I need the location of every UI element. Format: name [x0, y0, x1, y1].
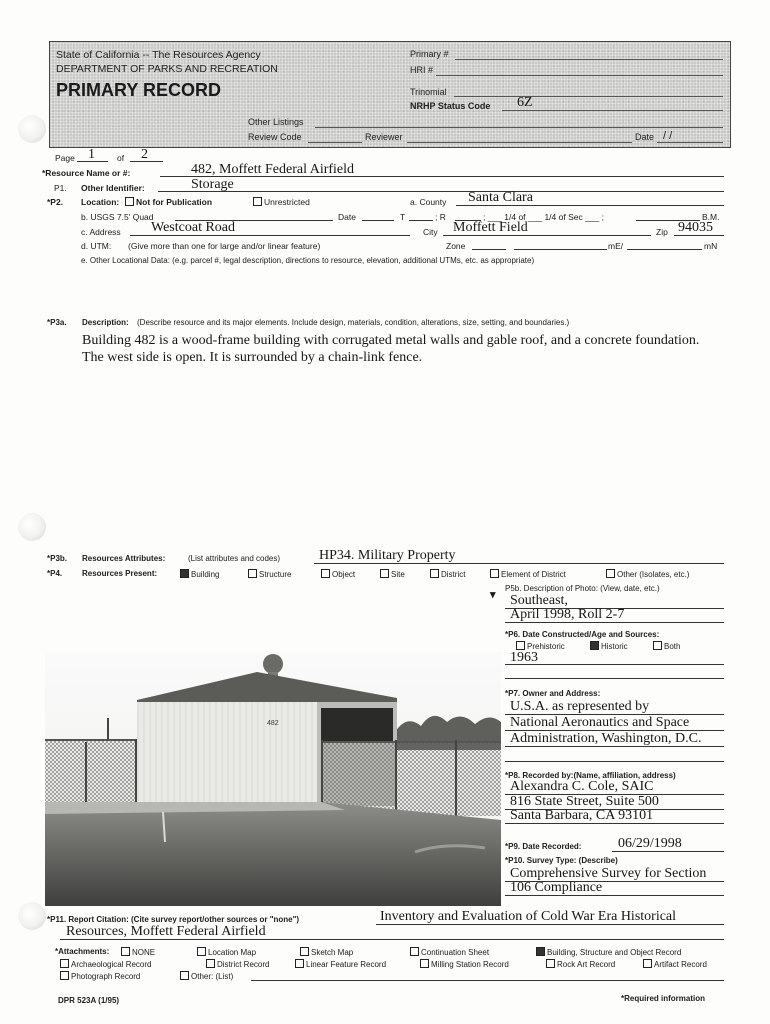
header-box	[49, 41, 731, 148]
option-element-of-district-text: Element of District	[501, 570, 566, 579]
attachment-linear-feature-record-text: Linear Feature Record	[306, 960, 387, 969]
other-checkbox[interactable]	[606, 569, 615, 578]
attachment-location-map-text: Location Map	[208, 948, 257, 957]
p10-label: *P10. Survey Type: (Describe)	[505, 856, 618, 865]
unrestricted-option[interactable]	[253, 197, 310, 207]
usgs-quad-label: b. USGS 7.5' Quad	[81, 212, 154, 222]
not-for-publication-checkbox[interactable]	[125, 197, 134, 206]
attachment-sketch-map[interactable]	[300, 947, 353, 957]
p7-line-1: U.S.A. as represented by	[510, 699, 650, 714]
attachment-location-map[interactable]	[197, 947, 256, 957]
p2-code: *P2.	[47, 197, 64, 207]
county-label: a. County	[410, 197, 447, 207]
p10-line-1: Comprehensive Survey for Section	[510, 866, 707, 881]
p1-code: P1.	[54, 183, 67, 193]
milling-station-record-checkbox[interactable]	[420, 959, 429, 968]
attachment-archaeological-record-text: Archaeological Record	[71, 960, 152, 969]
nrhp-value: 6Z	[517, 95, 533, 110]
option-object-text: Object	[332, 570, 356, 579]
p1-value: Storage	[191, 177, 234, 192]
required-info-note: *Required information	[621, 994, 706, 1003]
option-site[interactable]	[380, 569, 405, 579]
other-locational-data: e. Other Locational Data: (e.g. parcel #, legal description, directions to resource, elevation, additional UTMs, etc. as appropriate)	[81, 256, 535, 265]
resource-photo	[45, 652, 501, 906]
location-map-checkbox[interactable]	[197, 947, 206, 956]
address-value: Westcoat Road	[151, 220, 236, 235]
attachment-bso-record-text: Building, Structure and Object Record	[547, 948, 682, 957]
structure-checkbox[interactable]	[248, 569, 257, 578]
building-checkbox[interactable]	[180, 569, 189, 578]
p3b-note: (List attributes and codes)	[188, 554, 281, 563]
attachment-artifact-record-text: Artifact Record	[654, 960, 707, 969]
option-other-text: Other (Isolates, etc.)	[617, 570, 690, 579]
p5b-label: P5b. Description of Photo: (View, date, etc.)	[505, 584, 660, 593]
p3a-description-line-1: Building 482 is a wood-frame building with corrugated metal walls and gable roof, and a concrete foundation.	[82, 333, 700, 348]
attachment-district-record-text: District Record	[217, 960, 270, 969]
form-id: DPR 523A (1/95)	[58, 996, 120, 1005]
p4-label: Resources Present:	[82, 569, 158, 578]
p6-label: *P6. Date Constructed/Age and Sources:	[505, 630, 660, 639]
p6-value: 1963	[510, 650, 538, 665]
p3a-label: Description:	[82, 318, 129, 327]
option-building-text: Building	[191, 570, 220, 579]
p10-line-2: 106 Compliance	[510, 880, 603, 895]
p8-line-1: Alexandra C. Cole, SAIC	[510, 779, 654, 794]
p9-value: 06/29/1998	[618, 836, 682, 851]
building-number: 482	[267, 720, 279, 727]
attachment-other[interactable]	[180, 971, 233, 981]
review-code-label: Review Code	[248, 132, 302, 142]
option-building[interactable]	[180, 569, 219, 579]
historic-checkbox[interactable]	[590, 641, 599, 650]
usgs-date-label: Date	[338, 212, 356, 222]
p3b-value: HP34. Military Property	[319, 548, 456, 563]
city-value: Moffett Field	[453, 220, 528, 235]
attachment-bso-record[interactable]	[536, 947, 681, 957]
date-label: Date	[635, 132, 655, 142]
option-site-text: Site	[391, 570, 405, 579]
p8-line-2: 816 State Street, Suite 500	[510, 794, 659, 809]
photograph-record-checkbox[interactable]	[60, 971, 69, 980]
p5b-line-1: Southeast,	[510, 593, 568, 608]
zip-label: Zip	[656, 227, 668, 237]
p3a-description-line-2: The west side is open. It is surrounded by a chain-link fence.	[82, 350, 423, 365]
attachment-other-text: Other: (List)	[191, 972, 234, 981]
sketch-map-checkbox[interactable]	[300, 947, 309, 956]
address-label: c. Address	[81, 227, 121, 237]
not-for-publication-option[interactable]	[125, 197, 212, 207]
range-label: ; R	[435, 212, 446, 222]
punch-hole-bottom	[18, 902, 46, 930]
zone-label: Zone	[446, 241, 466, 251]
other-attachment-checkbox[interactable]	[180, 971, 189, 980]
object-checkbox[interactable]	[321, 569, 330, 578]
resource-name-value: 482, Moffett Federal Airfield	[191, 162, 355, 177]
attachment-archaeological-record[interactable]	[60, 959, 152, 969]
form-title: PRIMARY RECORD	[56, 80, 222, 100]
attachment-photograph-record[interactable]	[60, 971, 140, 981]
option-other[interactable]	[606, 569, 689, 579]
p8-label: *P8. Recorded by:(Name, affiliation, address)	[505, 771, 676, 780]
option-historic-text: Historic	[601, 642, 628, 651]
fence-left	[45, 740, 137, 806]
archaeological-record-checkbox[interactable]	[60, 959, 69, 968]
attachment-milling-station-record[interactable]	[420, 959, 509, 969]
option-district[interactable]	[430, 569, 465, 579]
county-value: Santa Clara	[468, 190, 533, 205]
p7-label: *P7. Owner and Address:	[505, 689, 601, 698]
element-of-district-checkbox[interactable]	[490, 569, 499, 578]
district-checkbox[interactable]	[430, 569, 439, 578]
option-both-text: Both	[664, 642, 681, 651]
primary-label: Primary #	[410, 49, 449, 59]
option-prehistoric-text: Prehistoric	[527, 642, 565, 651]
option-historic[interactable]	[590, 641, 628, 651]
attachment-none[interactable]	[121, 947, 155, 957]
none-checkbox[interactable]	[121, 947, 130, 956]
attachment-photograph-record-text: Photograph Record	[71, 972, 141, 981]
punch-hole-top	[18, 115, 46, 143]
building-wall	[137, 702, 319, 804]
nrhp-label: NRHP Status Code	[410, 101, 491, 111]
attachment-continuation-sheet-text: Continuation Sheet	[421, 948, 490, 957]
p8-line-3: Santa Barbara, CA 93101	[510, 808, 654, 823]
option-district-text: District	[441, 570, 466, 579]
section-quarters-label: ; ___ 1/4 of ___ 1/4 of Sec ___ ;	[483, 212, 604, 222]
not-for-publication-text: Not for Publication	[136, 197, 213, 207]
option-both[interactable]	[653, 641, 680, 651]
open-side	[321, 708, 393, 742]
water-tower	[263, 654, 283, 674]
p5b-line-2: April 1998, Roll 2-7	[510, 607, 625, 622]
me-label: mE/	[608, 241, 624, 251]
township-label: T	[400, 212, 406, 222]
attachment-milling-station-record-text: Milling Station Record	[431, 960, 509, 969]
p3a-instructions: (Describe resource and its major elements. Include design, materials, condition, alterations, size, setting, and boundaries.)	[137, 318, 570, 327]
bso-record-checkbox[interactable]	[536, 947, 545, 956]
agency-line-2: DEPARTMENT OF PARKS AND RECREATION	[56, 63, 278, 75]
p1-label: Other Identifier:	[81, 183, 145, 193]
attachment-continuation-sheet[interactable]	[410, 947, 489, 957]
both-checkbox[interactable]	[653, 641, 662, 650]
page-of-label: of	[117, 153, 125, 163]
attachment-district-record[interactable]	[206, 959, 269, 969]
attachments-label: *Attachments:	[55, 947, 110, 956]
attachment-none-text: NONE	[132, 948, 156, 957]
bm-label: B.M.	[702, 212, 720, 222]
zip-value: 94035	[678, 220, 713, 235]
unrestricted-text: Unrestricted	[264, 197, 310, 207]
p9-label: *P9. Date Recorded:	[505, 842, 582, 851]
district-record-checkbox[interactable]	[206, 959, 215, 968]
p4-code: *P4.	[47, 569, 63, 578]
attachment-rock-art-record-text: Rock Art Record	[557, 960, 616, 969]
rock-art-record-checkbox[interactable]	[546, 959, 555, 968]
agency-line-1: State of California -- The Resources Agency	[56, 49, 261, 61]
prehistoric-checkbox[interactable]	[516, 641, 525, 650]
photo-scene	[45, 652, 501, 906]
mn-label: mN	[704, 241, 718, 251]
other-listings-label: Other Listings	[248, 117, 304, 127]
unrestricted-checkbox[interactable]	[253, 197, 262, 206]
p3b-label: Resources Attributes:	[82, 554, 166, 563]
resource-name-label: *Resource Name or #:	[42, 168, 131, 178]
p3b-code: *P3b.	[47, 554, 68, 563]
utm-label: d. UTM:	[81, 241, 112, 251]
utm-note: (Give more than one for large and/or linear feature)	[128, 241, 321, 251]
continuation-sheet-checkbox[interactable]	[410, 947, 419, 956]
option-object[interactable]	[321, 569, 355, 579]
artifact-record-checkbox[interactable]	[643, 959, 652, 968]
reviewer-label: Reviewer	[365, 132, 403, 142]
arrow-marker: ▾	[490, 589, 496, 601]
attachment-sketch-map-text: Sketch Map	[311, 948, 354, 957]
p3a-code: *P3a.	[47, 318, 67, 327]
page-number: 1	[88, 147, 95, 162]
option-element-of-district[interactable]	[490, 569, 566, 579]
option-structure-text: Structure	[259, 570, 292, 579]
p11-label: *P11. Report Citation: (Cite survey report/other sources or "none")	[47, 915, 300, 924]
site-checkbox[interactable]	[380, 569, 389, 578]
option-structure[interactable]	[248, 569, 291, 579]
pavement	[45, 802, 501, 906]
linear-feature-record-checkbox[interactable]	[295, 959, 304, 968]
p2-label: Location:	[81, 197, 120, 207]
attachment-rock-art-record[interactable]	[546, 959, 615, 969]
page-label: Page	[55, 153, 75, 163]
p11-value-line-1: Inventory and Evaluation of Cold War Era Historical	[380, 909, 677, 924]
attachment-artifact-record[interactable]	[643, 959, 707, 969]
punch-hole-middle	[18, 513, 46, 541]
p7-line-2: National Aeronautics and Space	[510, 715, 690, 730]
city-label: City	[423, 227, 438, 237]
p11-value-line-2: Resources, Moffett Federal Airfield	[66, 924, 266, 939]
page-total: 2	[141, 147, 148, 162]
hri-label: HRI #	[410, 65, 434, 75]
p7-line-3: Administration, Washington, D.C.	[510, 731, 702, 746]
attachment-linear-feature-record[interactable]	[295, 959, 386, 969]
date-value: / /	[663, 130, 673, 142]
trinomial-label: Trinomial	[410, 87, 447, 97]
